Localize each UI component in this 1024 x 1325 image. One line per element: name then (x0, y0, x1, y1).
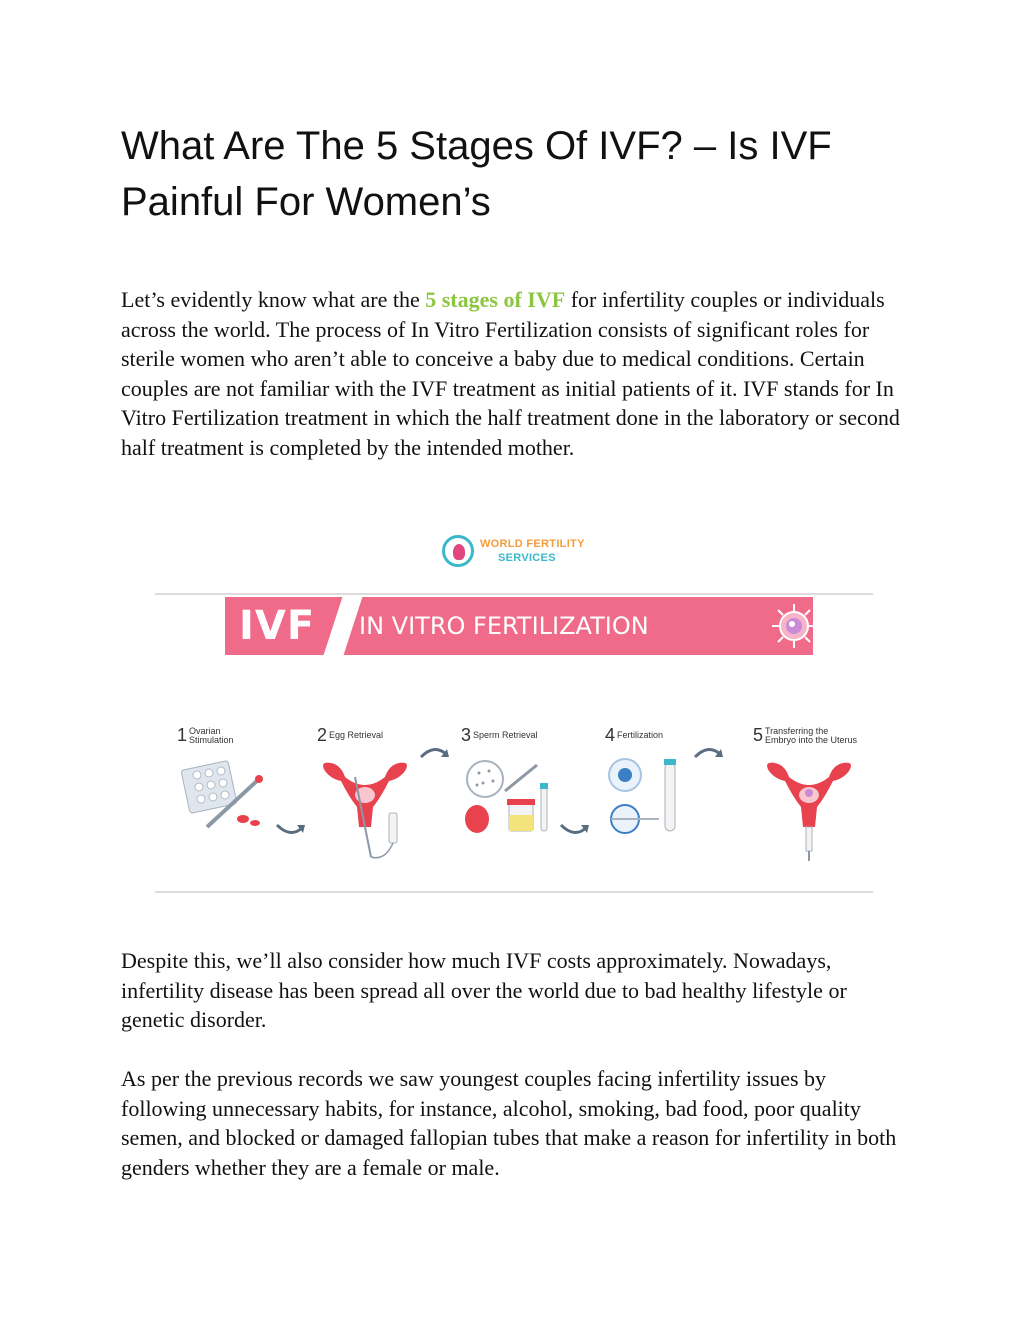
arrow-3-icon (557, 821, 593, 841)
ivf-banner (225, 597, 813, 655)
world-fertility-logo (442, 533, 592, 573)
arrow-4-icon (691, 741, 727, 761)
causes-paragraph: As per the previous records we saw youngest couples facing infertility issues by following unnecessary habits, for instance, alcohol, smoking, bad food, poor quality semen, and blocked or damaged fallopian tubes that make a reason for infertility in both genders whether they are a female or male. (121, 1066, 897, 1180)
page-title: What Are The 5 Stages Of IVF? – Is IVF Painful For Women’s (121, 124, 832, 224)
sperm-retrieval-icon (461, 757, 561, 837)
bottom-divider (155, 891, 873, 893)
intro-paragraph (121, 285, 911, 463)
arrow-1-icon (273, 821, 309, 841)
egg-cell-icon (771, 603, 817, 649)
logo-line2: SERVICES (498, 552, 556, 564)
intro-text-after: for infertility couples or individuals across the world. The process of In Vitro Fertilization consists of significant roles for sterile women who aren’t able to conceive a baby due to medical conditions. Certain couples are not familiar with the IVF treatment as initial patients of it. IVF stands for In Vitro Fertilization treatment in which the half treatment done in the laboratory or second half treatment is completed by the intended mother. (121, 287, 900, 460)
step-2-label: 2 Egg Retrieval (317, 725, 384, 745)
top-divider (155, 593, 873, 595)
uterus-egg-retrieval-icon (315, 757, 415, 867)
pills-syringe-icon (179, 757, 279, 837)
step-5-label: 5 Transferring the Embryo into the Uterus (753, 725, 858, 745)
logo-line1: WORLD FERTILITY (480, 538, 585, 550)
logo-mark-icon (442, 535, 474, 567)
intro-text-before: Let’s evidently know what are the (121, 287, 426, 312)
banner-subtitle: IN VITRO FERTILIZATION (359, 612, 649, 640)
step-1-label: 1 Ovarian Stimulation (177, 725, 234, 745)
banner-divider (324, 597, 363, 655)
banner-ivf-text: IVF (239, 603, 316, 649)
step-3-label: 3 Sperm Retrieval (461, 725, 538, 745)
stages-of-ivf-link[interactable]: 5 stages of IVF (425, 287, 566, 312)
fertilization-icon (605, 757, 685, 837)
arrow-2-icon (417, 741, 453, 761)
ivf-infographic (155, 525, 873, 897)
cost-paragraph: Despite this, we’ll also consider how much IVF costs approximately. Nowadays, infertility disease has been spread all over the world due to bad healthy lifestyle or genetic disorder. (121, 948, 847, 1033)
uterus-embryo-transfer-icon (759, 757, 859, 867)
step-4-label: 4 Fertilization (605, 725, 664, 745)
